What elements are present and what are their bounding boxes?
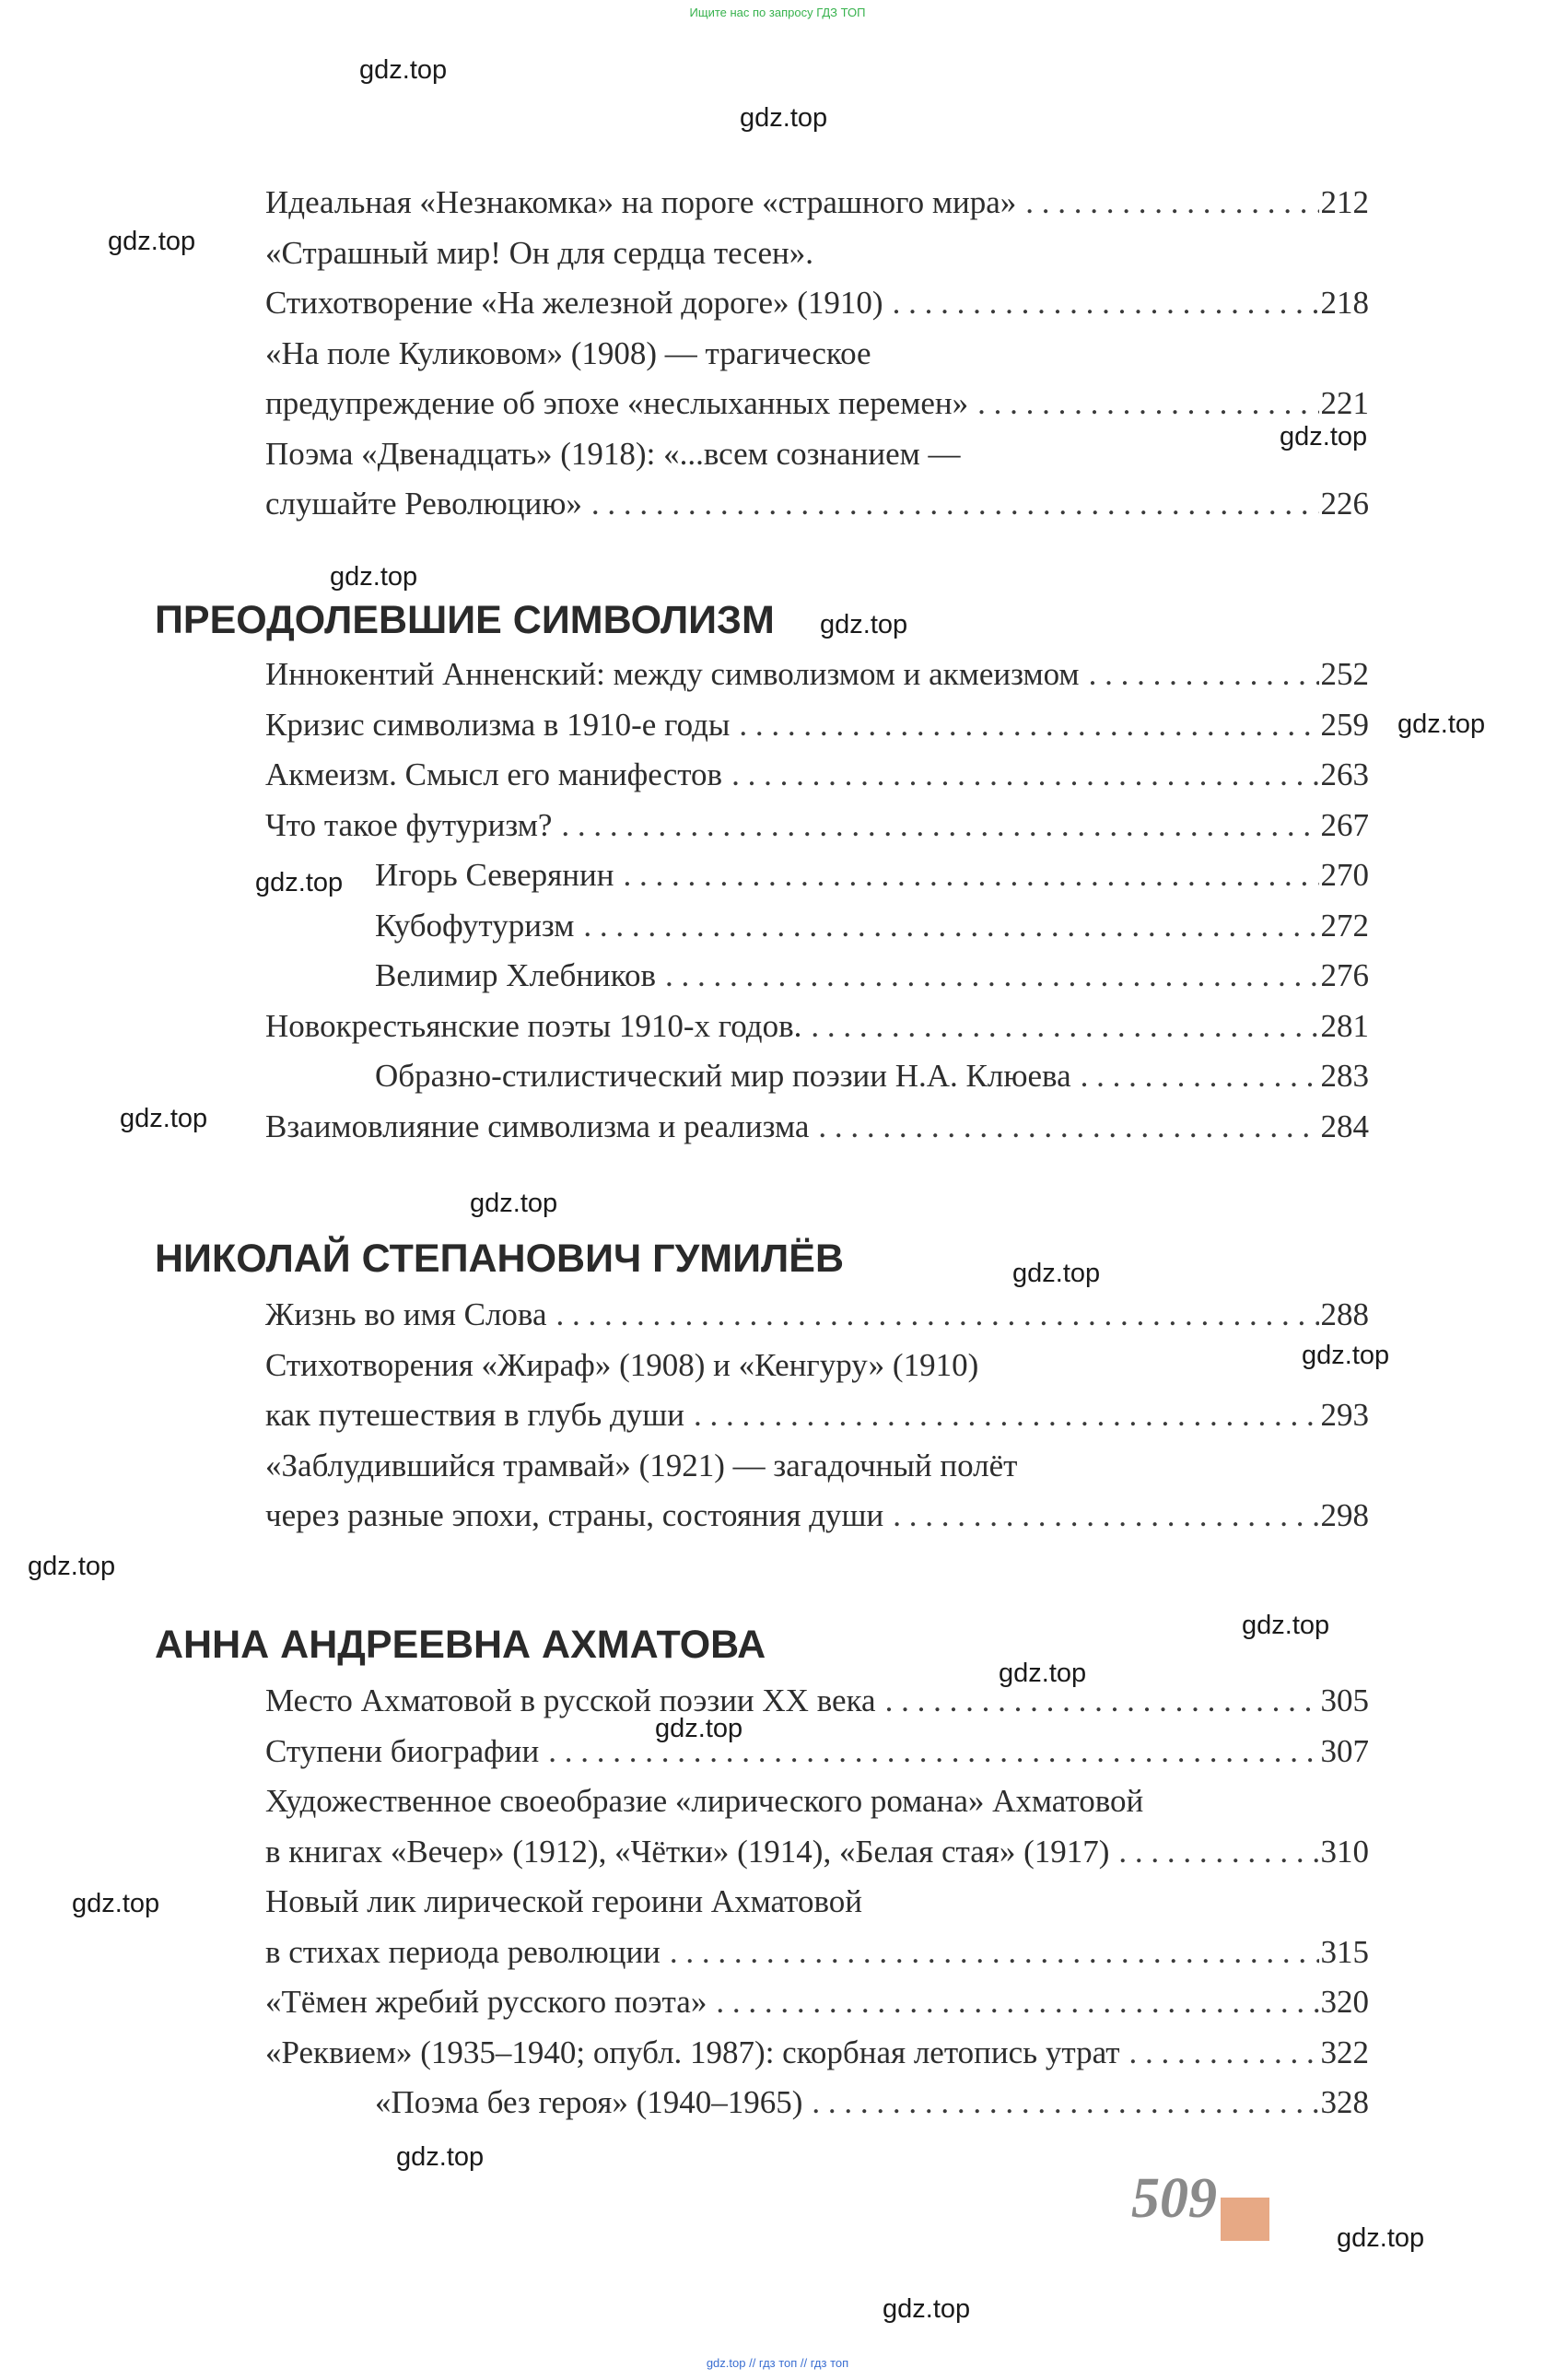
toc-subentry[interactable] xyxy=(375,951,1369,1001)
section-heading: АННА АНДРЕЕВНА АХМАТОВА xyxy=(155,1623,766,1667)
dot-leader xyxy=(665,951,1318,1001)
watermark: gdz.top xyxy=(396,2142,485,2172)
entry-page: 322 xyxy=(1320,2034,1369,2070)
entry-title: слушайте Революцию» xyxy=(265,486,582,522)
entry-page: 283 xyxy=(1320,1058,1369,1094)
toc-entry[interactable] xyxy=(265,1928,1369,1977)
dot-leader xyxy=(1025,178,1318,228)
watermark: gdz.top xyxy=(108,227,196,256)
entry-title: Велимир Хлебников xyxy=(375,957,657,993)
toc-entry[interactable] xyxy=(265,1676,1369,1726)
watermark: gdz.top xyxy=(883,2294,971,2324)
dot-leader xyxy=(694,1390,1319,1440)
toc-entry-line: «Страшный мир! Он для сердца тесен». xyxy=(265,235,814,271)
toc-entry[interactable] xyxy=(265,750,1369,800)
toc-entry-line: «Заблудившийся трамвай» (1921) — загадочный полёт xyxy=(265,1448,1018,1483)
section-heading: НИКОЛАЙ СТЕПАНОВИЧ ГУМИЛЁВ xyxy=(155,1237,845,1281)
watermark: gdz.top xyxy=(820,610,908,639)
entry-title: через разные эпохи, страны, состояния души xyxy=(265,1497,884,1533)
watermark: gdz.top xyxy=(470,1189,558,1218)
entry-page: 293 xyxy=(1320,1397,1369,1433)
entry-title: в стихах периода революции xyxy=(265,1934,661,1970)
entry-page: 218 xyxy=(1320,285,1369,321)
dot-leader xyxy=(583,901,1318,951)
entry-page: 259 xyxy=(1320,707,1369,743)
dot-leader xyxy=(1089,650,1319,699)
toc-entry[interactable] xyxy=(265,1390,1369,1440)
watermark: gdz.top xyxy=(1280,422,1368,451)
entry-title: «Поэма без героя» (1940–1965) xyxy=(375,2084,803,2120)
entry-page: 226 xyxy=(1320,486,1369,522)
dot-leader xyxy=(893,278,1319,328)
entry-page: 270 xyxy=(1320,857,1369,893)
entry-title: Кризис символизма в 1910-е годы xyxy=(265,707,731,743)
watermark: gdz.top xyxy=(1397,709,1486,739)
dot-leader xyxy=(731,750,1318,800)
watermark: gdz.top xyxy=(1242,1611,1330,1640)
entry-page: 305 xyxy=(1320,1682,1369,1718)
entry-title: Идеальная «Незнакомка» на пороге «страшного мира» xyxy=(265,184,1017,220)
toc-entry[interactable] xyxy=(265,278,1369,328)
entry-page: 315 xyxy=(1320,1934,1369,1970)
entry-title: «Тёмен жребий русского поэта» xyxy=(265,1984,707,2020)
dot-leader xyxy=(623,850,1318,900)
entry-title: в книгах «Вечер» (1912), «Чётки» (1914), «Белая стая» (1917) xyxy=(265,1834,1110,1870)
watermark: gdz.top xyxy=(72,1889,160,1918)
toc-subentry[interactable] xyxy=(375,1051,1369,1101)
entry-page: 267 xyxy=(1320,807,1369,843)
dot-leader xyxy=(556,1290,1319,1340)
toc-entry[interactable] xyxy=(265,650,1369,699)
top-banner[interactable]: Ищите нас по запросу ГДЗ ТОП xyxy=(689,6,866,19)
entry-page: 281 xyxy=(1320,1008,1369,1044)
dot-leader xyxy=(977,379,1318,428)
dot-leader xyxy=(561,801,1318,850)
entry-title: Кубофутуризм xyxy=(375,908,575,944)
dot-leader xyxy=(739,700,1318,750)
entry-page: 298 xyxy=(1320,1497,1369,1533)
entry-title: Иннокентий Анненский: между символизмом и акмеизмом xyxy=(265,656,1080,692)
dot-leader xyxy=(812,2078,1318,2128)
toc-entry[interactable] xyxy=(265,1827,1369,1877)
toc-subentry[interactable] xyxy=(375,850,1369,900)
toc-entry[interactable] xyxy=(265,1977,1369,2027)
toc-entry[interactable] xyxy=(265,1491,1369,1541)
entry-page: 221 xyxy=(1320,385,1369,421)
entry-page: 328 xyxy=(1320,2084,1369,2120)
entry-title: Взаимовлияние символизма и реализма xyxy=(265,1108,810,1144)
toc-entry[interactable] xyxy=(265,1002,1369,1051)
toc-entry[interactable] xyxy=(265,801,1369,850)
toc-entry-line: Стихотворения «Жираф» (1908) и «Кенгуру» (1910) xyxy=(265,1347,979,1383)
entry-page: 212 xyxy=(1320,184,1369,220)
watermark: gdz.top xyxy=(655,1714,743,1743)
bottom-banner[interactable]: gdz.top // гдз топ // гдз топ xyxy=(706,2356,849,2370)
entry-title: как путешествия в глубь души xyxy=(265,1397,684,1433)
entry-page: 263 xyxy=(1320,756,1369,792)
watermark: gdz.top xyxy=(999,1659,1087,1688)
toc-entry[interactable] xyxy=(265,479,1369,529)
dot-leader xyxy=(670,1928,1319,1977)
toc-entry-line: Художественное своеобразие «лирического романа» Ахматовой xyxy=(265,1783,1144,1819)
entry-title: Ступени биографии xyxy=(265,1733,540,1769)
toc-entry[interactable] xyxy=(265,1727,1369,1776)
dot-leader xyxy=(716,1977,1318,2027)
entry-title: «Реквием» (1935–1940; опубл. 1987): скорбная летопись утрат xyxy=(265,2034,1120,2070)
entry-page: 252 xyxy=(1320,656,1369,692)
entry-title: Акмеизм. Смысл его манифестов xyxy=(265,756,723,792)
entry-page: 276 xyxy=(1320,957,1369,993)
dot-leader xyxy=(591,479,1319,529)
toc-entry-line: Новый лик лирической героини Ахматовой xyxy=(265,1883,862,1919)
entry-title: Жизнь во имя Слова xyxy=(265,1296,547,1332)
watermark: gdz.top xyxy=(1337,2223,1425,2253)
entry-title: Игорь Северянин xyxy=(375,857,614,893)
watermark: gdz.top xyxy=(120,1104,208,1133)
toc-subentry[interactable] xyxy=(375,2078,1369,2128)
entry-page: 272 xyxy=(1320,908,1369,944)
toc-entry[interactable] xyxy=(265,1102,1369,1152)
entry-title: Стихотворение «На железной дороге» (1910) xyxy=(265,285,883,321)
watermark: gdz.top xyxy=(1302,1341,1390,1370)
dot-leader xyxy=(1118,1827,1318,1877)
accent-square xyxy=(1221,2198,1269,2241)
watermark: gdz.top xyxy=(330,562,418,592)
watermark: gdz.top xyxy=(1012,1259,1101,1288)
watermark: gdz.top xyxy=(28,1552,116,1581)
entry-page: 288 xyxy=(1320,1296,1369,1332)
page-number: 509 xyxy=(1131,2167,1217,2230)
dot-leader xyxy=(818,1102,1318,1152)
dot-leader xyxy=(811,1002,1318,1051)
watermark: gdz.top xyxy=(255,868,344,897)
section-heading: ПРЕОДОЛЕВШИЕ СИМВОЛИЗМ xyxy=(155,598,775,642)
toc-entry-line: «На поле Куликовом» (1908) — трагическое xyxy=(265,335,871,371)
entry-page: 284 xyxy=(1320,1108,1369,1144)
entry-title: Новокрестьянские поэты 1910-х годов. xyxy=(265,1008,802,1044)
dot-leader xyxy=(1129,2028,1319,2078)
entry-title: Что такое футуризм? xyxy=(265,807,553,843)
watermark: gdz.top xyxy=(740,103,828,133)
toc-entry-line: Поэма «Двенадцать» (1918): «...всем сознанием — xyxy=(265,436,961,472)
dot-leader xyxy=(893,1491,1318,1541)
entry-title: Место Ахматовой в русской поэзии XX века xyxy=(265,1682,876,1718)
toc-entry[interactable] xyxy=(265,1290,1369,1340)
toc-entry[interactable] xyxy=(265,379,1369,428)
entry-title: Образно-стилистический мир поэзии Н.А. Клюева xyxy=(375,1058,1071,1094)
toc-entry[interactable] xyxy=(265,2028,1369,2078)
entry-page: 310 xyxy=(1320,1834,1369,1870)
watermark: gdz.top xyxy=(359,55,448,85)
toc-entry[interactable] xyxy=(265,700,1369,750)
entry-page: 307 xyxy=(1320,1733,1369,1769)
toc-entry[interactable] xyxy=(265,178,1369,228)
dot-leader xyxy=(885,1676,1319,1726)
entry-title: предупреждение об эпохе «неслыханных перемен» xyxy=(265,385,969,421)
dot-leader xyxy=(1081,1051,1319,1101)
toc-subentry[interactable] xyxy=(375,901,1369,951)
entry-page: 320 xyxy=(1320,1984,1369,2020)
